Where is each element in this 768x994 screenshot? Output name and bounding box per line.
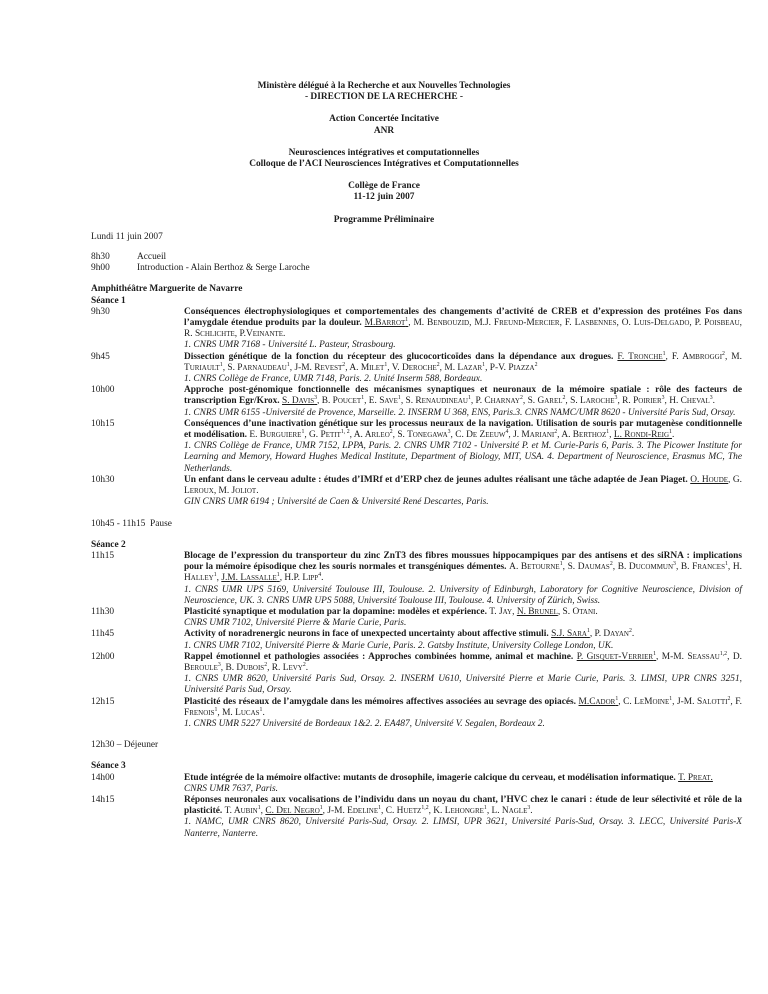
theme-line: Neurosciences intégratives et computationnelles <box>288 147 480 158</box>
header-group-ministry <box>0 81 768 103</box>
talk-body <box>184 697 742 731</box>
talk-time: 12h15 <box>91 696 115 707</box>
talk-entry <box>91 352 742 386</box>
session-heading: Séance 3 <box>91 761 126 772</box>
talk-title-authors <box>184 352 742 374</box>
talk-time: 11h30 <box>91 606 115 617</box>
talk-title: Plasticité synaptique et modulation par la dopamine: modèles et expérience. <box>184 606 487 617</box>
day-heading: Lundi 11 juin 2007 <box>91 231 163 242</box>
talk-title: Rappel émotionnel et pathologies associées : Approches combinées homme, animal et machine. <box>184 651 574 662</box>
talk-time: 9h30 <box>91 306 110 317</box>
talk-affiliation: 1. CNRS UMR UPS 5169, Université Toulouse III, Toulouse. 2. University of Edinburgh, Laboratory for Cognitive Neuroscience, Division of Neuroscience, UK. 3. CNRS UMR UPS 5088, Université Toulouse III, Toulouse. 4. University of Zürich, Swiss. <box>184 584 742 606</box>
talk-affiliation: GIN CNRS UMR 6194 ; Université de Caen & Université René Descartes, Paris. <box>184 497 489 508</box>
talk-body <box>184 475 742 509</box>
talk-affiliation: 1. CNRS UMR 7102, Université Pierre & Marie Curie, Paris. 2. Gatsby Institute, University College London, UK. <box>184 640 614 651</box>
talk-authors: F. Tronche$^1$, F. Ambroggi$^2$, M. Turiault$^1$, S. Parnaudeau$^1$, J-M. Revest$^2$, A. Milet$^1$, V. Deroche$^2$, M. Lazar$^1$, P-V. Piazza$^2$ <box>184 350 742 373</box>
talk-authors: E. Burguiere$^1$, G. Petit$^{1, 2}$, A. Arleo$^2$, S. Tonegawa$^3$, C. De Zeeuw$^4$, J. Mariani$^2$, A. Berthoz$^1$, L. Rondi-Reig$^1$. <box>249 428 675 441</box>
talk-affiliation: 1. CNRS UMR 5227 Université de Bordeaux 1&2. 2. EA487, Université V. Segalen, Bordeaux 2. <box>184 718 545 729</box>
session-heading: Séance 1 <box>91 295 126 306</box>
talk-entry <box>91 385 742 419</box>
venue-heading: Amphithéâtre Marguerite de Navarre <box>91 284 243 295</box>
talk-entry <box>91 475 742 509</box>
talk-title: Conséquences électrophysiologiques et comportementales des changements d’activité de CREB et d’expression des protéines Fos dans l’amygdale étendue produits par la douleur. <box>184 306 742 329</box>
talk-time: 10h00 <box>91 385 115 396</box>
talk-body <box>184 352 742 386</box>
talk-authors: P. Gisquet-Verrier$^1$, M-M. Seassau$^{1,2}$, D. Beroule$^3$, B. Dubois$^2$, R. Levy$^2$. <box>184 650 742 673</box>
talk-affiliation: CNRS UMR 7102, Université Pierre & Marie Curie, Paris. <box>184 618 407 629</box>
talk-time: 11h15 <box>91 550 115 561</box>
talk-time: 14h15 <box>91 794 115 805</box>
talk-title-authors <box>184 697 742 719</box>
talk-entry <box>91 697 742 731</box>
program <box>91 232 742 840</box>
talk-authors: S.J. Sara$^1$, P. Dayan$^2$. <box>551 628 635 640</box>
talk-title: Un enfant dans le cerveau adulte : études d’IMRf et d’ERP chez de jeunes adultes réalisant une tâche adaptée de Jean Piaget. <box>184 474 688 485</box>
header-group-venue-date <box>0 181 768 203</box>
break-line: 10h45 - 11h15 Pause <box>91 518 172 529</box>
talk-title: Conséquences d’une inactivation génétique sur les processus neuraux de la navigation. Utilisation de souris par mutagenèse conditionnelle et modélisation. <box>184 418 742 441</box>
talk-authors: S. Davis$^3$, B. Poucet$^1$, E. Save$^1$, S. Renaudineau$^1$, P. Charnay$^2$, S. Garel$^2$, S. Laroche$^3$, R. Poirier$^3$, H. Cheval$^3$. <box>282 395 715 407</box>
talk-title-authors <box>184 629 742 640</box>
talk-affiliation: CNRS UMR 7637, Paris. <box>184 783 279 794</box>
talk-authors: T. Aubin$^1$, C. Del Negro$^1$, J-M. Edeline$^1$, C. Huetz$^{1,2}$, K. Lehongre$^1$, L. Nagle$^3$. <box>224 805 533 817</box>
schedule-label: Accueil <box>137 252 167 263</box>
talk-body <box>184 629 742 651</box>
talk-entry <box>91 773 742 795</box>
talk-body <box>184 652 742 697</box>
talk-authors: A. Betourne$^1$, S. Daumas$^2$, B. Ducommun$^3$, B. Frances$^1$, H. Halley$^1$, J.M. Lassalle$^1$, H.P. Lipp$^4$. <box>184 560 742 584</box>
header-group-title <box>0 215 768 226</box>
talk-affiliation: 1. CNRS UMR 6155 -Université de Provence, Marseille. 2. INSERM U 368, ENS, Paris.3. CNRS NAMC/UMR 8620 - Université Paris Sud, Orsay. <box>184 407 736 418</box>
talk-affiliation: 1. CNRS UMR 7168 - Université L. Pasteur, Strasbourg. <box>184 340 396 351</box>
ministry-line: Ministère délégué à la Recherche et aux Nouvelles Technologies <box>257 81 511 91</box>
session-heading: Séance 2 <box>91 539 126 550</box>
talk-title: Etude intégrée de la mémoire olfactive: mutants de drosophile, imagerie calcique du cerveau, et modélisation informatique. <box>184 772 676 783</box>
talk-authors: T. Preat. <box>678 772 713 783</box>
talk-body <box>184 419 742 475</box>
talk-time: 9h45 <box>91 351 110 362</box>
schedule-row <box>91 252 742 263</box>
colloque-line: Colloque de l’ACI Neurosciences Intégratives et Computationnelles <box>249 159 519 170</box>
talk-title-authors <box>184 419 742 441</box>
document-header <box>0 81 768 226</box>
talk-title: Approche post-génomique fonctionnelle des mécanismes synaptiques et neuronaux de la mémoire spatiale : rôle des facteurs de transcription Egr/Krox. <box>184 385 742 407</box>
talk-authors: M.Barrot$^1$, M. Benbouzid, M.J. Freund-Mercier, F. Lasbennes, O. Luis-Delgado, P. Poisbeau, R. Schlichte, P.Veinante. <box>184 316 742 340</box>
talk-entry <box>91 795 742 840</box>
talk-affiliation: 1. CNRS Collège de France, UMR 7148, Paris. 2. Unité Inserm 588, Bordeaux. <box>184 374 483 385</box>
talk-entry <box>91 307 742 352</box>
talk-title-authors <box>184 307 742 341</box>
talk-title: Réponses neuronales aux vocalisations de l’individu dans un noyau du chant, l’HVC chez le canari : étude de leur sélectivité et rôle de la plasticité. <box>184 794 742 817</box>
program-blocks <box>91 252 742 840</box>
talk-time: 14h00 <box>91 772 115 783</box>
schedule-row <box>91 263 742 274</box>
talk-title-authors <box>184 385 742 407</box>
talk-entry <box>91 629 742 651</box>
talk-title: Blocage de l’expression du transporteur du zinc ZnT3 des fibres moussues hippocampiques par des antisens et des siRNA : implications pour la mémoire épisodique chez les souris normales et transgéniques démentes. <box>184 550 742 573</box>
talk-title-authors <box>184 475 742 497</box>
talk-body <box>184 795 742 840</box>
talk-entry <box>91 551 742 607</box>
schedule-time: 8h30 <box>91 252 110 263</box>
talk-authors: T. Jay, N. Brunel, S. Otani. <box>489 606 598 617</box>
college-de-france-line: Collège de France <box>348 181 420 192</box>
talk-title: Plasticité des réseaux de l’amygdale dans les mémoires affectives associées au sevrage des opiacés. <box>184 696 577 707</box>
schedule-label: Introduction - Alain Berthoz & Serge Laroche <box>137 263 310 274</box>
talk-title-authors <box>184 795 742 817</box>
talk-affiliation: 1. NAMC, UMR CNRS 8620, Université Paris-Sud, Orsay. 2. LIMSI, UPR 3621, Université Paris-Sud, Orsay. 3. LECC, Université Paris-X Nanterre, Nanterre. <box>184 817 742 839</box>
talk-title-authors <box>184 773 742 784</box>
talk-time: 12h00 <box>91 651 115 662</box>
talk-time: 10h15 <box>91 418 115 429</box>
anr-line: ANR <box>373 125 395 136</box>
opening-schedule <box>91 252 742 274</box>
talk-title-authors <box>184 607 742 618</box>
header-group-colloque <box>0 148 768 170</box>
schedule-time: 9h00 <box>91 263 110 274</box>
talk-title-authors <box>184 652 742 674</box>
talk-entry <box>91 419 742 475</box>
talk-authors: O. Houde, G. Leroux, M. Joliot. <box>184 474 743 497</box>
talk-body <box>184 307 742 352</box>
direction-line: - DIRECTION DE LA RECHERCHE - <box>304 92 464 103</box>
header-group-aci <box>0 114 768 136</box>
action-concertee-line: Action Concertée Incitative <box>329 114 439 125</box>
talk-body <box>184 607 742 629</box>
talk-entry <box>91 607 742 629</box>
talk-body <box>184 385 742 419</box>
talk-time: 11h45 <box>91 629 115 640</box>
talk-time: 10h30 <box>91 474 115 485</box>
break-line: 12h30 – Déjeuner <box>91 740 159 751</box>
talk-entry <box>91 652 742 697</box>
programme-title: Programme Préliminaire <box>333 214 435 225</box>
talk-title: Activity of noradrenergic neurons in face of unexpected uncertainty about affective stimuli. <box>184 629 549 640</box>
talk-title: Dissection génétique de la fonction du récepteur des glucocorticoïdes dans la dépendance aux drogues. <box>184 351 614 362</box>
talk-affiliation: 1. CNRS UMR 8620, Université Paris Sud, Orsay. 2. INSERM U610, Université Pierre et Marie Curie, Paris. 3. LIMSI, UPR CNRS 3251, Université Paris Sud, Orsay. <box>184 674 742 696</box>
talk-affiliation: 1. CNRS Collège de France, UMR 7152, LPPA, Paris. 2. CNRS UMR 7102 - Université P. et M. Curie-Paris 6, Paris. 3. The Picower Institute for Learning and Memory, Howard Hughes Medical Institute, Department of Biology, MIT, USA. 4. Department of Neuroscience, Erasmus MC, The Netherlands. <box>184 441 742 474</box>
talk-body <box>184 551 742 607</box>
talk-authors: M.Cador$^1$, C. LeMoine$^1$, J-M. Salotti$^2$, F. Frenois$^1$, M. Lucas$^1$. <box>184 695 743 718</box>
talk-title-authors <box>184 551 742 585</box>
dates-line: 11-12 juin 2007 <box>353 192 415 203</box>
talk-body <box>184 773 742 795</box>
